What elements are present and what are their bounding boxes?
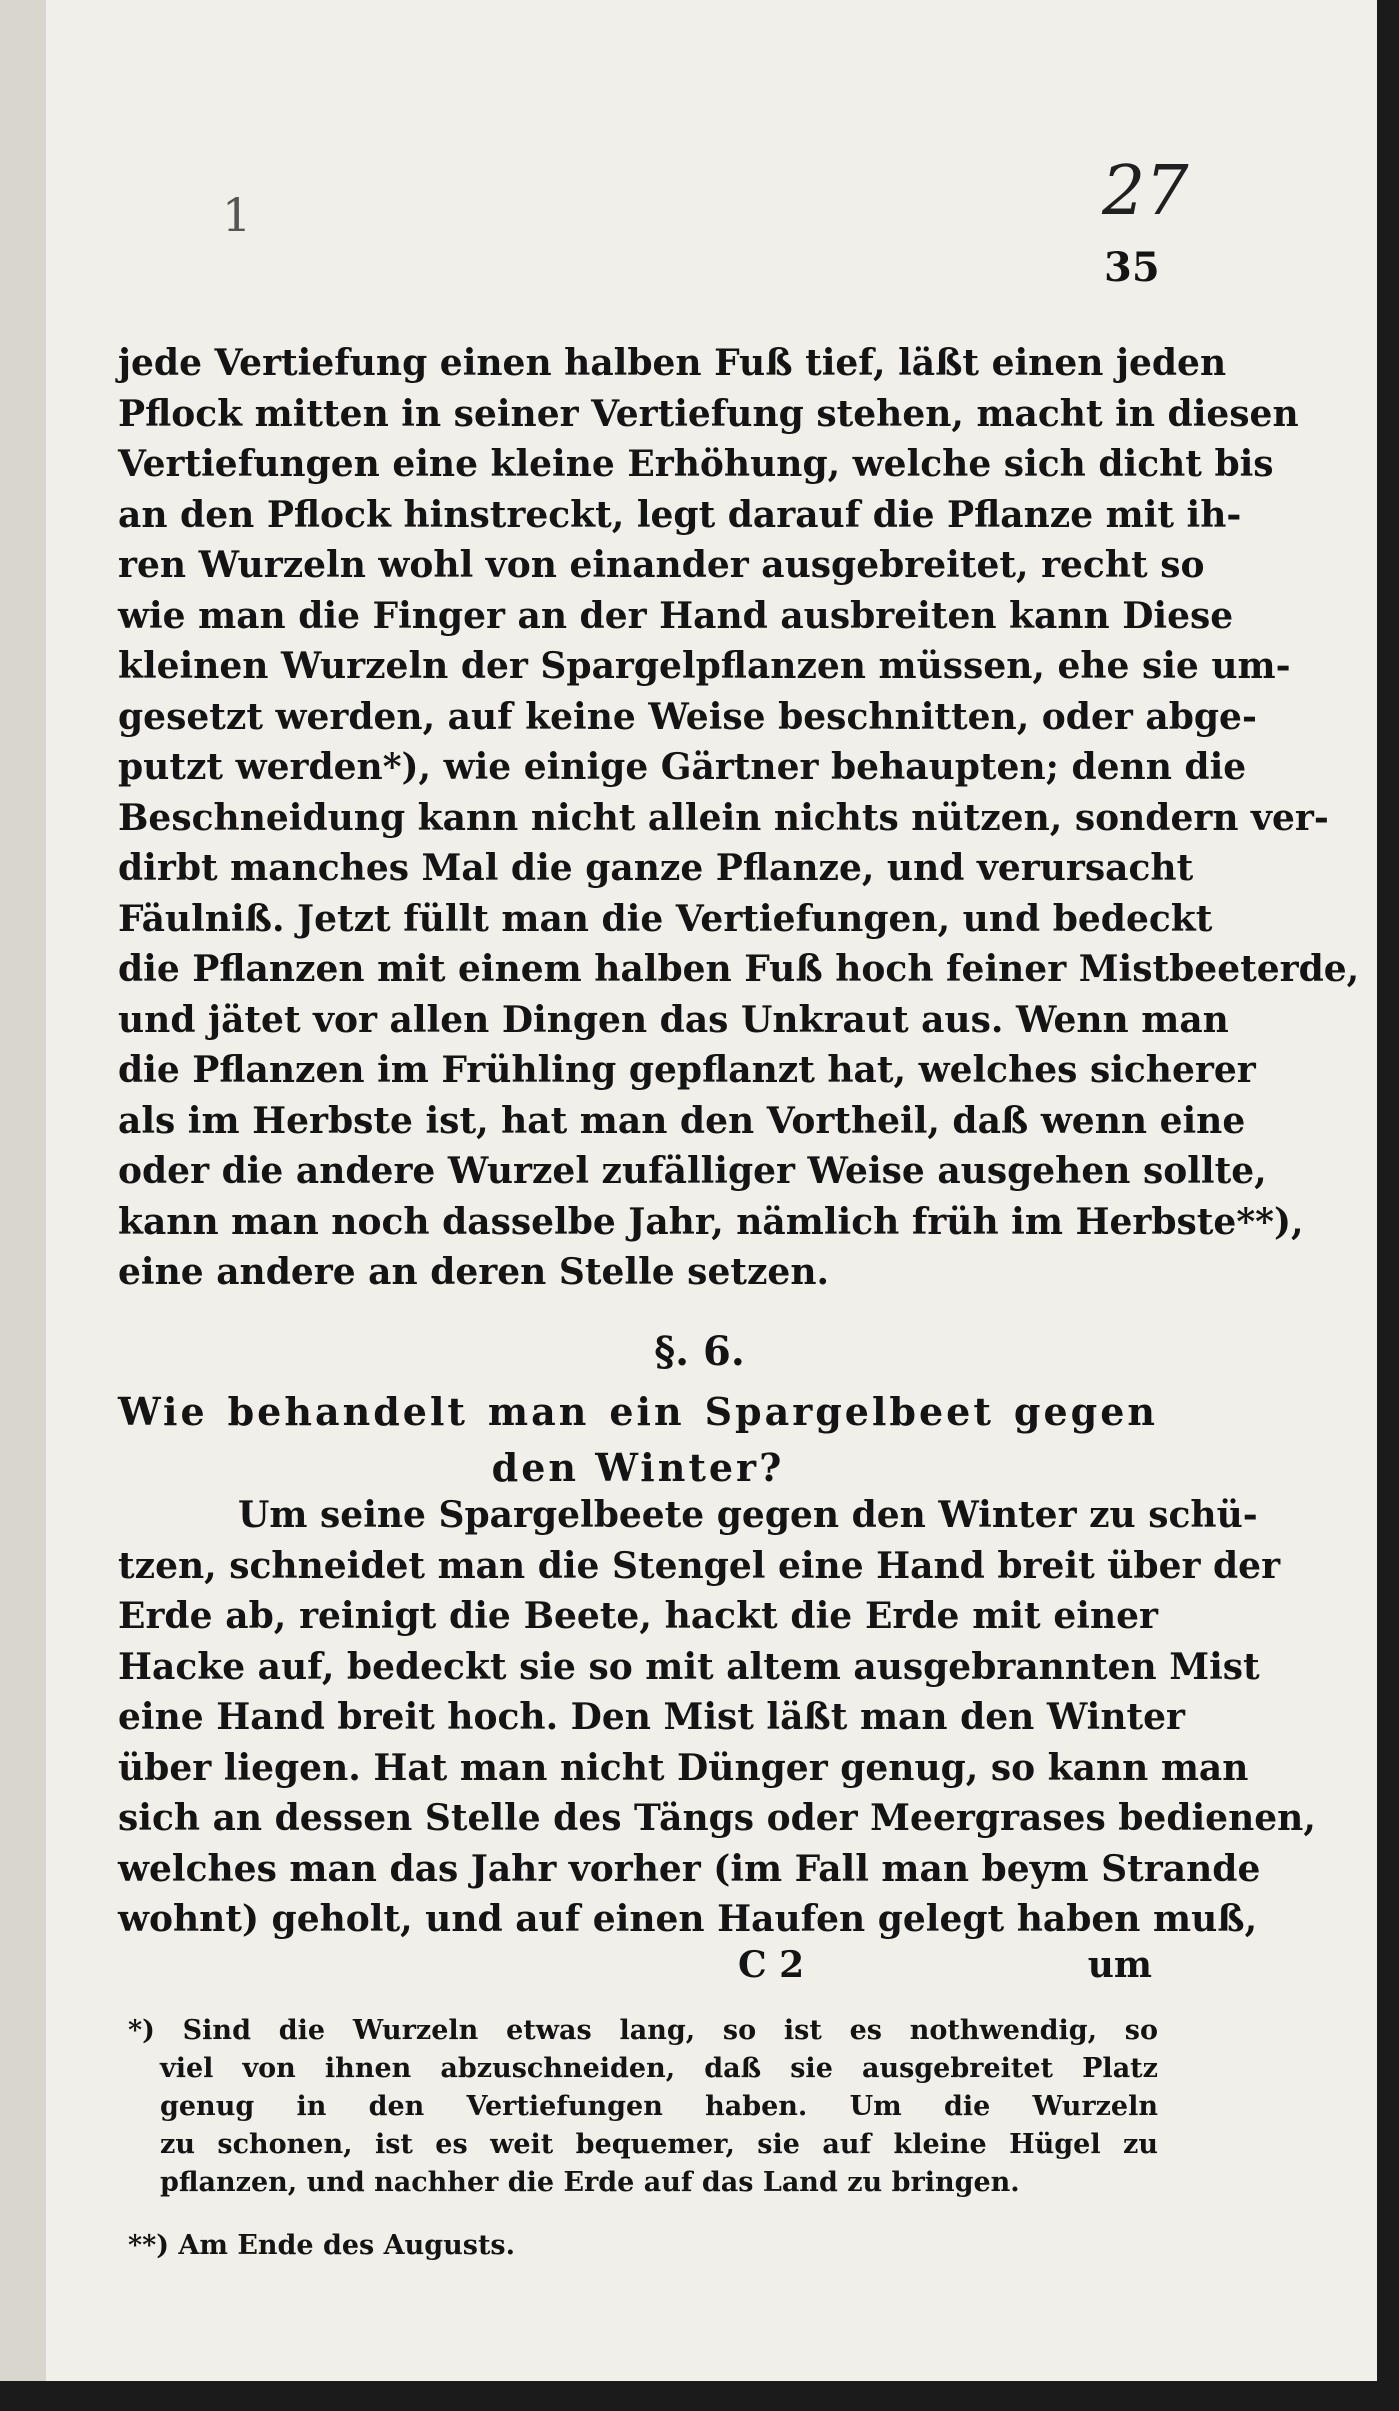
footnote-2: **) Am Ende des Augusts.	[128, 2230, 516, 2261]
text-line: als im Herbste ist, hat man den Vortheil, daß wenn eine	[118, 1099, 1246, 1142]
text-line: tzen, schneidet man die Stengel eine Hand breit über der	[118, 1544, 1281, 1587]
paragraph-2	[118, 1490, 1316, 1945]
text-line: gesetzt werden, auf keine Weise beschnitten, oder abge-	[118, 695, 1257, 738]
text-line: kleinen Wurzeln der Spargelpflanzen müssen, ehe sie um-	[118, 645, 1291, 687]
text-line: über liegen. Hat man nicht Dünger genug, so kann man	[118, 1746, 1249, 1789]
text-line: eine Hand breit hoch. Den Mist läßt man den Winter	[118, 1696, 1185, 1738]
text-line: oder die andere Wurzel zufälliger Weise ausgehen sollte,	[118, 1150, 1267, 1192]
text-line: Hacke auf, bedeckt sie so mit altem ausgebrannten Mist	[118, 1645, 1260, 1688]
text-line: putzt werden*), wie einige Gärtner behaupten; denn die	[118, 746, 1247, 788]
text-line: ren Wurzeln wohl von einander ausgebreitet, recht so	[118, 544, 1205, 586]
scan-right-border	[1377, 0, 1399, 2411]
footnote-line: *) Sind die Wurzeln etwas lang, so ist es nothwendig, so	[128, 2015, 1158, 2046]
text-line: sich an dessen Stelle des Tängs oder Meergrases bedienen,	[118, 1797, 1316, 1839]
footnote-line: viel von ihnen abzuschneiden, daß sie ausgebreitet Platz	[160, 2053, 1158, 2084]
text-line: die Pflanzen mit einem halben Fuß hoch feiner Mistbeeterde,	[118, 948, 1360, 990]
text-line: wie man die Finger an der Hand ausbreiten kann Diese	[118, 594, 1234, 637]
text-line: wohnt) geholt, und auf einen Haufen gelegt haben muß,	[118, 1898, 1258, 1940]
catchword: um	[1087, 1944, 1152, 1986]
margin-tick-mark: 1	[222, 188, 252, 242]
section-heading-line: den Winter?	[491, 1445, 785, 1490]
text-line: Pflock mitten in seiner Vertiefung stehen, macht in diesen	[118, 392, 1299, 435]
footnote-1	[128, 2012, 1158, 2202]
text-line: Fäulniß. Jetzt füllt man die Vertiefungen, und bedeckt	[118, 897, 1213, 940]
footnote-line: zu schonen, ist es weit bequemer, sie auf kleine Hügel zu	[160, 2129, 1158, 2160]
printer-signature: C 2	[738, 1944, 805, 1986]
page-left-edge	[0, 0, 46, 2411]
section-heading	[118, 1384, 1158, 1496]
printed-page-number: 35	[1104, 244, 1160, 291]
text-line: die Pflanzen im Frühling gepflanzt hat, welches sicherer	[118, 1049, 1256, 1091]
text-line: Vertiefungen eine kleine Erhöhung, welche sich dicht bis	[118, 443, 1274, 485]
section-heading-line: Wie behandelt man ein Spargelbeet gegen	[118, 1389, 1158, 1434]
scan-bottom-border	[0, 2381, 1399, 2411]
handwritten-page-number: 27	[1102, 152, 1189, 231]
paragraph-1	[118, 338, 1360, 1298]
text-line: kann man noch dasselbe Jahr, nämlich früh im Herbste**),	[118, 1200, 1304, 1243]
signature-row	[118, 1944, 1158, 1994]
text-line: welches man das Jahr vorher (im Fall man beym Strande	[118, 1847, 1261, 1890]
text-line: und jätet vor allen Dingen das Unkraut aus. Wenn man	[118, 998, 1229, 1041]
text-line: dirbt manches Mal die ganze Pflanze, und verursacht	[118, 847, 1194, 889]
text-line: Beschneidung kann nicht allein nichts nützen, sondern ver-	[118, 796, 1329, 839]
text-line: jede Vertiefung einen halben Fuß tief, läßt einen jeden	[118, 342, 1227, 384]
text-line: eine andere an deren Stelle setzen.	[118, 1251, 830, 1293]
footnote-line: pflanzen, und nachher die Erde auf das Land zu bringen.	[160, 2167, 1020, 2198]
text-line: an den Pflock hinstreckt, legt darauf die Pflanze mit ih-	[118, 493, 1242, 536]
text-line: Um seine Spargelbeete gegen den Winter zu schü-	[238, 1494, 1258, 1536]
section-number: §. 6.	[654, 1328, 745, 1375]
text-line: Erde ab, reinigt die Beete, hackt die Erde mit einer	[118, 1595, 1158, 1637]
footnote-line: genug in den Vertiefungen haben. Um die Wurzeln	[160, 2091, 1158, 2122]
